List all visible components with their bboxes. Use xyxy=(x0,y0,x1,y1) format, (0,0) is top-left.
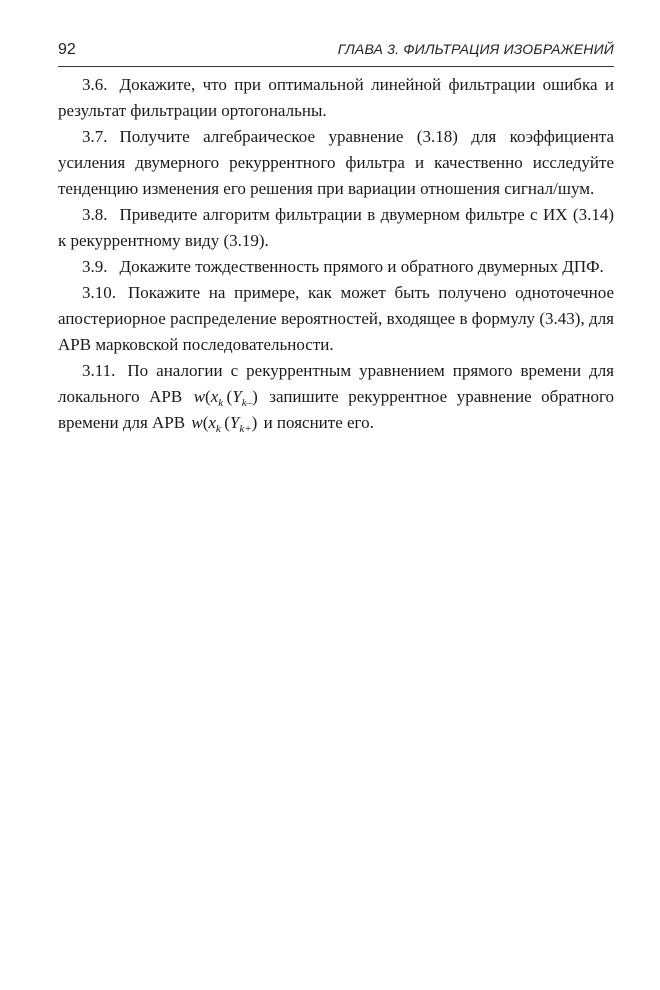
header-rule xyxy=(58,66,614,67)
exercise-3-11 xyxy=(58,358,614,436)
exercise-3-6 xyxy=(58,72,614,124)
exercise-text: По аналогии с рекуррентным уравнением прямого времени для локального АРВ xyxy=(58,361,614,406)
chapter-title: ГЛАВА 3. ФИЛЬТРАЦИЯ ИЗОБРАЖЕНИЙ xyxy=(337,41,614,57)
exercise-number: 3.6. xyxy=(82,75,108,94)
exercise-number: 3.10. xyxy=(82,283,116,302)
exercise-3-9 xyxy=(58,254,614,280)
exercise-text: Приведите алгоритм фильтрации в двумерном фильтре с ИХ (3.14) к рекуррентному виду (3.19). xyxy=(58,205,614,250)
exercise-text: Докажите, что при оптимальной линейной фильтрации ошибка и результат фильтрации ортогональны. xyxy=(58,75,614,120)
exercise-number: 3.9. xyxy=(82,257,108,276)
exercise-3-8 xyxy=(58,202,614,254)
exercise-3-7 xyxy=(58,124,614,202)
running-head xyxy=(58,41,614,61)
exercise-number: 3.8. xyxy=(82,205,108,224)
exercise-text: запишите рекуррентное уравнение обратного времени для АРВ xyxy=(58,387,615,432)
exercise-text: Докажите тождественность прямого и обратного двумерных ДПФ. xyxy=(119,257,604,276)
exercise-number: 3.7. xyxy=(82,127,108,146)
exercise-text: Получите алгебраическое уравнение (3.18) для коэффициента усиления двумерного рекуррентного фильтра и качественно исследуйте тенденцию изменения его решения при вариации отношения сигнал/шум. xyxy=(58,127,614,198)
exercise-number: 3.11. xyxy=(82,361,116,380)
exercise-list xyxy=(58,72,614,436)
formula-backward-time: $w(x_k$ $(Y_{k+})$ xyxy=(191,413,258,435)
formula-forward-time: $w(x_k$ $(Y_{k-})$ xyxy=(193,387,258,409)
exercise-text: и поясните его. xyxy=(263,413,374,432)
page-number: 92 xyxy=(58,41,76,58)
exercise-text: Покажите на примере, как может быть получено одноточечное апостериорное распределение вероятностей, входящее в формулу (3.43), для АРВ марковской последовательности. xyxy=(58,283,614,354)
exercise-3-10 xyxy=(58,280,614,358)
